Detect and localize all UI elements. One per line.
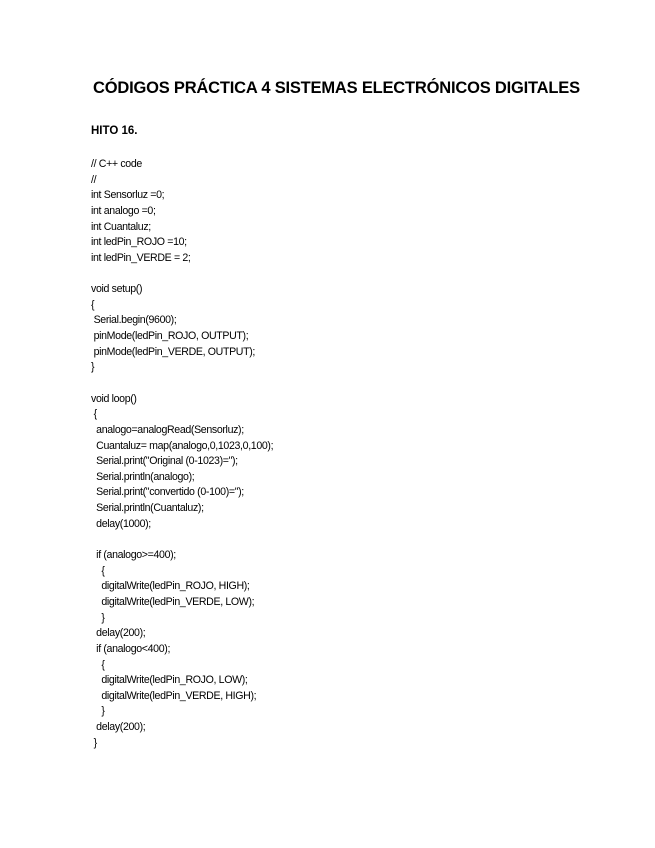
- code-line: analogo=analogRead(Sensorluz);: [91, 423, 244, 436]
- code-line: void loop(): [91, 392, 137, 405]
- code-line: pinMode(ledPin_VERDE, OUTPUT);: [91, 345, 256, 358]
- code-line: //: [91, 173, 97, 186]
- code-block: [91, 157, 611, 751]
- code-line: Serial.begin(9600);: [91, 314, 177, 327]
- code-line: int Sensorluz =0;: [91, 189, 165, 202]
- code-line: [91, 376, 611, 392]
- code-line: {: [91, 408, 97, 421]
- code-line: digitalWrite(ledPin_VERDE, LOW);: [91, 595, 255, 608]
- code-line: void setup(): [91, 283, 143, 296]
- code-line: delay(1000);: [91, 517, 151, 530]
- code-line: pinMode(ledPin_ROJO, OUTPUT);: [91, 330, 249, 343]
- code-line: [91, 532, 611, 548]
- code-line: }: [91, 736, 97, 749]
- code-line: Serial.println(analogo);: [91, 470, 195, 483]
- code-line: digitalWrite(ledPin_VERDE, HIGH);: [91, 689, 257, 702]
- code-line: Serial.print("Original (0-1023)=");: [91, 455, 238, 468]
- code-line: [91, 266, 611, 282]
- code-line: // C++ code: [91, 158, 142, 170]
- code-line: int ledPin_VERDE = 2;: [91, 251, 191, 264]
- document-title: CÓDIGOS PRÁCTICA 4 SISTEMAS ELECTRÓNICOS DIGITALES: [93, 79, 580, 97]
- code-line: digitalWrite(ledPin_ROJO, HIGH);: [91, 580, 250, 593]
- code-line: {: [91, 564, 105, 577]
- code-line: {: [91, 298, 95, 311]
- code-line: {: [91, 658, 105, 671]
- code-line: Serial.println(Cuantaluz);: [91, 502, 204, 515]
- code-line: int analogo =0;: [91, 204, 156, 217]
- code-line: Cuantaluz= map(analogo,0,1023,0,100);: [91, 439, 274, 452]
- code-line: }: [91, 705, 105, 718]
- code-line: }: [91, 611, 105, 624]
- section-heading: HITO 16.: [91, 125, 138, 137]
- code-line: int ledPin_ROJO =10;: [91, 236, 187, 249]
- code-line: digitalWrite(ledPin_ROJO, LOW);: [91, 674, 248, 687]
- code-line: if (analogo>=400);: [91, 549, 176, 562]
- code-line: int Cuantaluz;: [91, 220, 151, 233]
- code-line: if (analogo<400);: [91, 642, 171, 655]
- code-line: delay(200);: [91, 721, 146, 734]
- code-line: delay(200);: [91, 627, 146, 640]
- code-line: Serial.print("convertido (0-100)=");: [91, 486, 244, 499]
- code-line: }: [91, 361, 95, 374]
